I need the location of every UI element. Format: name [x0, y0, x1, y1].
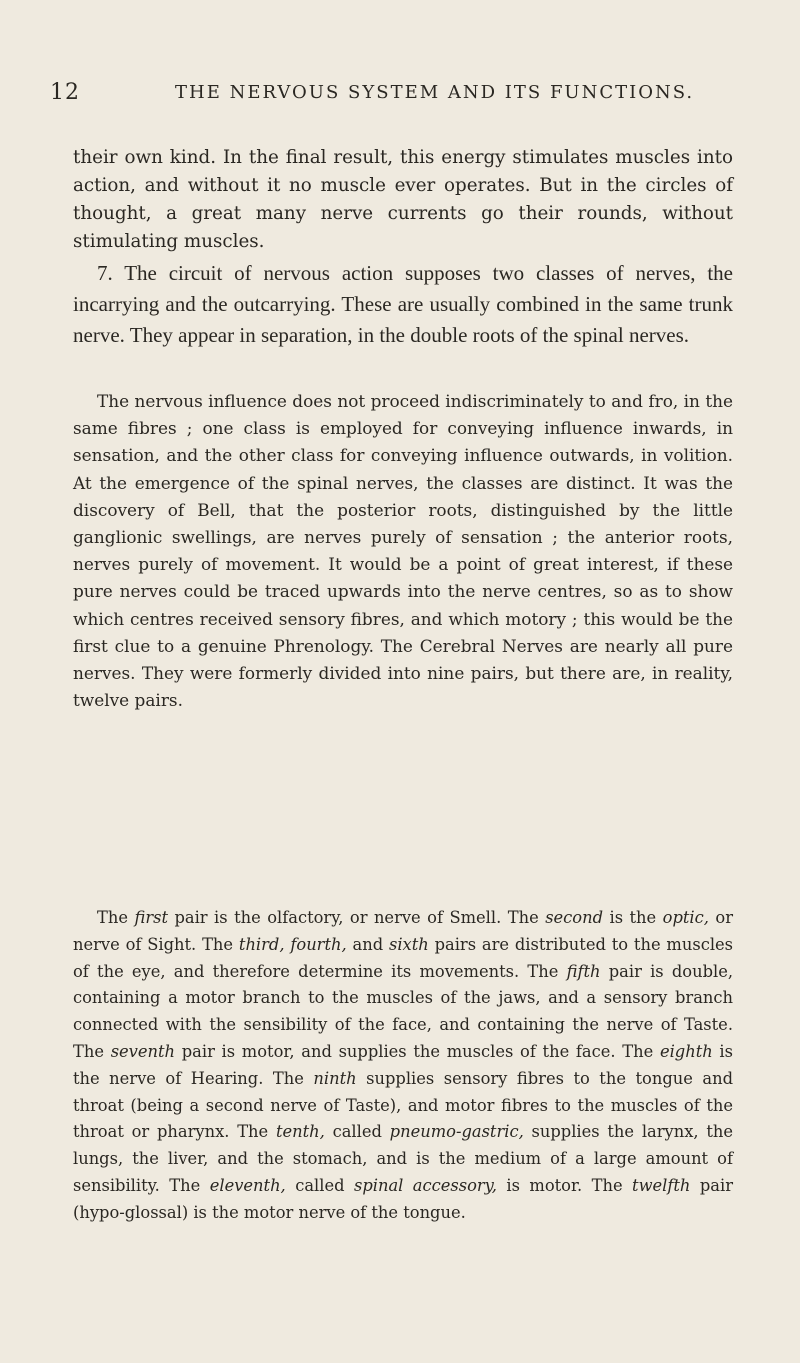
text-run: called [285, 1175, 354, 1195]
emphasis-optic: optic, [662, 908, 709, 927]
emphasis-eighth: eighth [659, 1041, 713, 1061]
emphasis-fifth: fifth [566, 961, 601, 981]
paragraph-continuation: their own kind. In the final result, this energy stimulates muscles into action, and without it no muscle ever operates. But in the circles of thought, a great many nerve currents go their rounds, without stimulating muscles. [73, 147, 733, 252]
text-run: is motor. The [496, 1175, 633, 1195]
section-7-paragraph [73, 258, 733, 351]
text-run: pair is motor, and supplies the muscles of the face. The [175, 1041, 660, 1061]
emphasis-sixth: sixth [388, 934, 429, 954]
text-run: pairs are distributed to the muscles of the eye, and therefore determine its movements. The [73, 934, 734, 981]
emphasis-pneumo-gastric: pneumo-gastric, [389, 1122, 524, 1142]
emphasis-tenth: tenth, [275, 1122, 325, 1142]
section-7-text: 7. The circuit of nervous action supposes two classes of nerves, the incarrying and the outcarrying. These are usually combined in the same trunk nerve. They appear in separation, in the double roots of the spinal nerves. [73, 261, 733, 347]
page-header [50, 80, 740, 110]
text-run: called [324, 1122, 390, 1142]
cranial-nerves-paragraph [73, 905, 733, 1227]
text-run: pair (hypo-glossal) is the motor nerve of the tongue. [73, 1175, 733, 1222]
text-run: or nerve of Sight. The [73, 908, 733, 954]
emphasis-first: first [134, 908, 168, 927]
text-run: pair is the olfactory, or nerve of Smell. The [168, 908, 546, 927]
text-run: pair is double, containing a motor branch to the muscles of the jaws, and a sensory branch connected with the sensibility of the face, and containing the nerve of Taste. The [73, 961, 734, 1061]
emphasis-eleventh: eleventh, [209, 1175, 286, 1195]
nerve-roots-paragraph [73, 388, 733, 714]
text-run: supplies sensory fibres to the tongue and throat (being a second nerve of Taste), and motor fibres to the muscles of the throat or pharynx. The [73, 1068, 733, 1142]
emphasis-seventh: seventh [110, 1041, 176, 1061]
emphasis-ninth: ninth [313, 1068, 357, 1088]
text-run: is the [603, 908, 663, 927]
page-number: 12 [50, 80, 80, 105]
running-title: THE NERVOUS SYSTEM AND ITS FUNCTIONS. [175, 82, 695, 103]
text-run: is the nerve of Hearing. The [73, 1041, 733, 1088]
text-run: The [97, 908, 135, 927]
emphasis-twelfth: twelfth [632, 1175, 691, 1195]
text-run: and [346, 934, 389, 954]
emphasis-spinal-accessory: spinal accessory, [353, 1175, 497, 1195]
emphasis-second: second [545, 908, 604, 927]
text-run: supplies the larynx, the lungs, the liver, and the stomach, and is the medium of a large amount of sensibility. The [73, 1122, 733, 1195]
emphasis-third-fourth: third, fourth, [238, 934, 347, 954]
nerve-roots-text: The nervous influence does not proceed indiscriminately to and fro, in the same fibres ; one class is employed for conveying influence inwards, in sensation, and the other class for conveying influence outwards, in volition. At the emergence of the spinal nerves, the classes are distinct. It was the discovery of Bell, that the posterior roots, distinguished by the little ganglionic swellings, are nerves purely of sensation ; the anterior roots, nerves purely of movement. It would be a point of great interest, if these pure nerves could be traced upwards into the nerve centres, so as to show which centres received sensory fibres, and which motory ; this would be the first clue to a genuine Phrenology. The Cerebral Nerves are nearly all pure nerves. They were formerly divided into nine pairs, but there are, in reality, twelve pairs. [73, 391, 733, 711]
